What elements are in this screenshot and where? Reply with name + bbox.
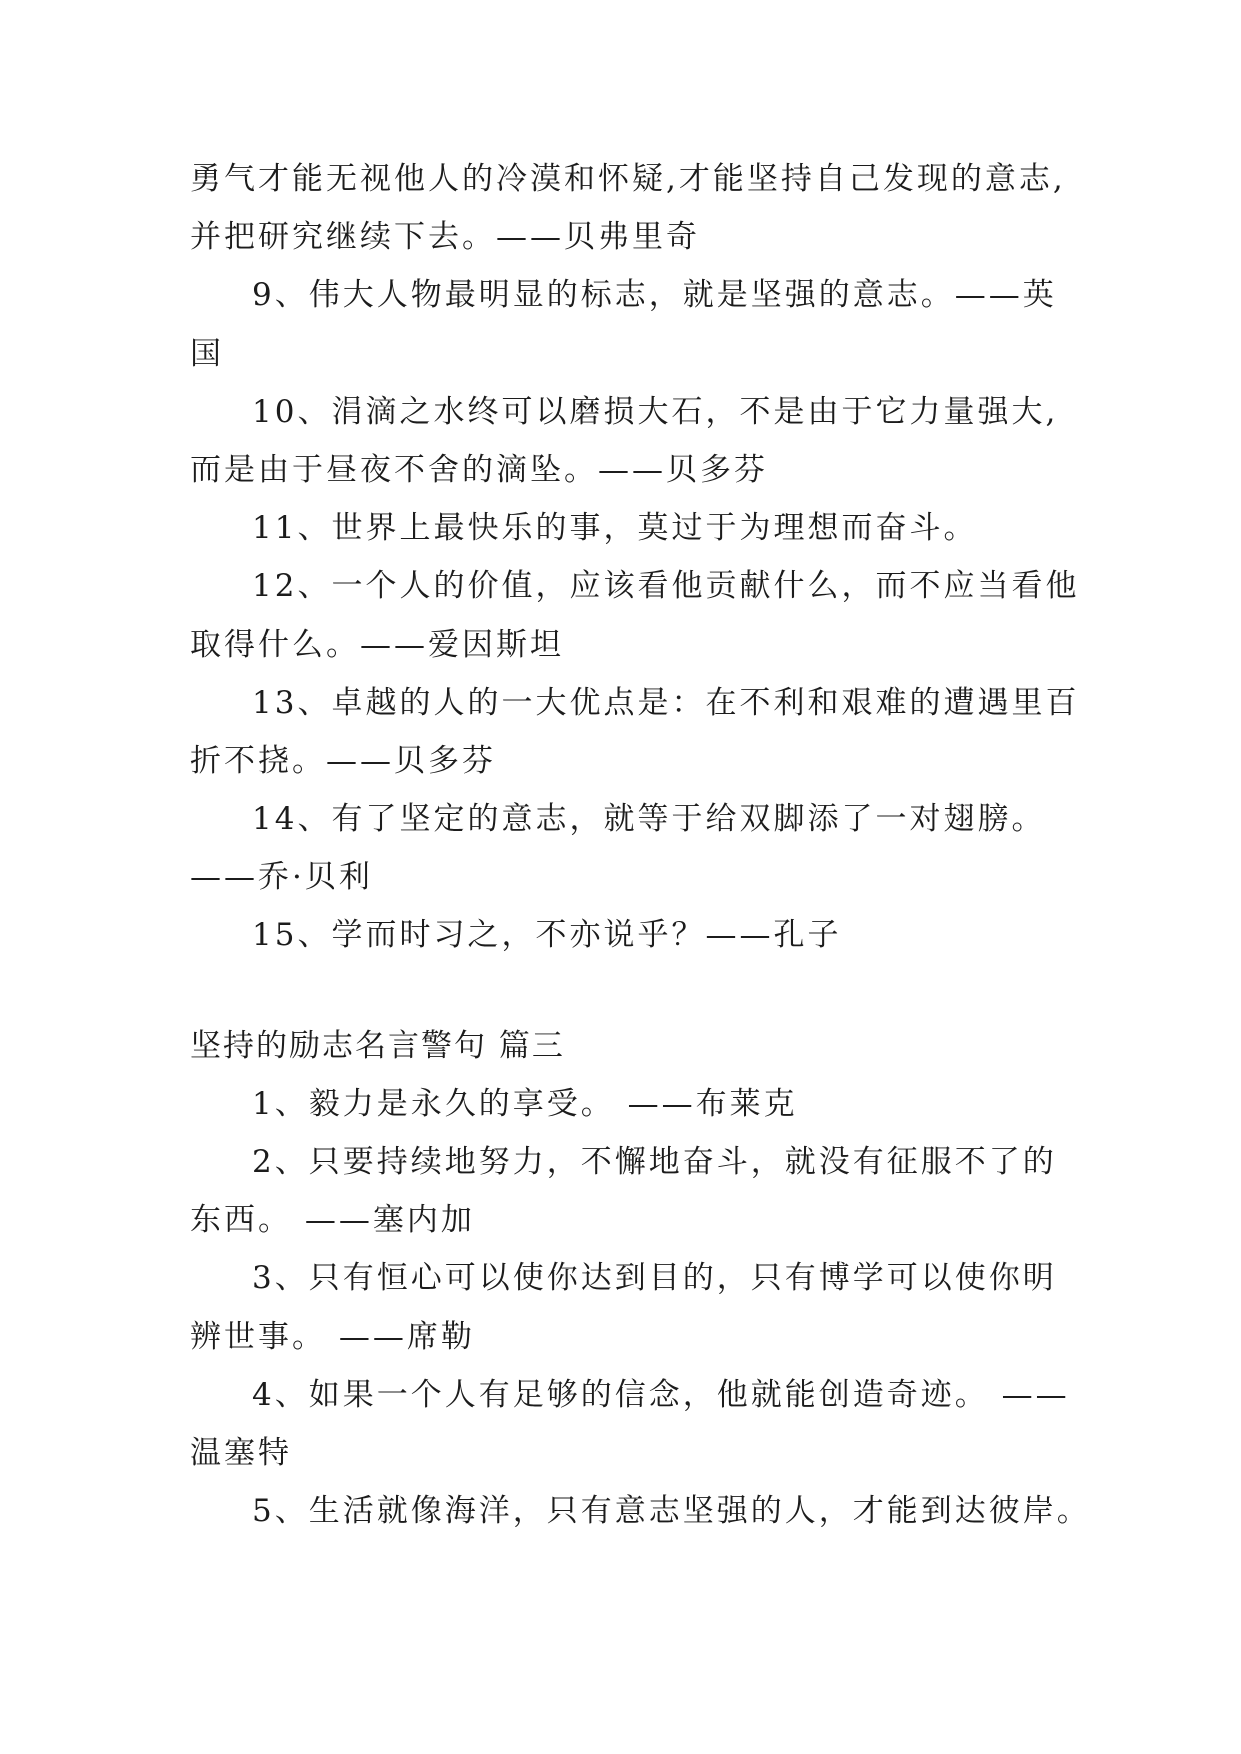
text-line: 国 (190, 335, 224, 372)
section-quote-3: 3、只有恒心可以使你达到目的，只有博学可以使你明 (252, 1260, 1057, 1297)
section-quote-2: 2、只要持续地努力，不懈地奋斗，就没有征服不了的 (252, 1144, 1057, 1180)
document-page (190, 150, 1091, 1540)
quote-14: 14、有了坚定的意志，就等于给双脚添了一对翅膀。 (252, 801, 1046, 838)
quote-12: 12、一个人的价值，应该看他贡献什么，而不应当看他 (252, 568, 1080, 605)
section-quote-5: 5、生活就像海洋，只有意志坚强的人，才能到达彼岸。 (252, 1493, 1091, 1530)
section-quote-1: 1、毅力是永久的享受。 ——布莱克 (252, 1085, 798, 1122)
section-gap (190, 965, 1080, 1017)
text-line: 勇气才能无视他人的冷漠和怀疑,才能坚持自己发现的意志, (190, 161, 1066, 197)
quote-13: 13、卓越的人的一大优点是：在不利和艰难的遭遇里百 (252, 684, 1080, 721)
quote-11: 11、世界上最快乐的事，莫过于为理想而奋斗。 (252, 510, 978, 547)
text-line: 取得什么。——爱因斯坦 (190, 626, 564, 663)
text-line: ——乔·贝利 (190, 859, 373, 896)
section-quote-4: 4、如果一个人有足够的信念，他就能创造奇迹。 —— (252, 1376, 1070, 1413)
quote-9: 9、伟大人物最明显的标志，就是坚强的意志。——英 (252, 277, 1057, 314)
text-line: 辨世事。 ——席勒 (190, 1318, 475, 1355)
section-heading: 坚持的励志名言警句 篇三 (190, 1027, 565, 1064)
text-line: 并把研究继续下去。——贝弗里奇 (190, 219, 700, 256)
text-line: 温塞特 (190, 1434, 292, 1471)
quote-15: 15、学而时习之，不亦说乎？——孔子 (252, 917, 842, 954)
text-line: 东西。 ——塞内加 (190, 1202, 475, 1239)
text-line: 而是由于昼夜不舍的滴坠。——贝多芬 (190, 451, 768, 488)
text-line: 折不挠。——贝多芬 (190, 742, 496, 779)
quote-10: 10、涓滴之水终可以磨损大石，不是由于它力量强大, (252, 393, 1059, 430)
